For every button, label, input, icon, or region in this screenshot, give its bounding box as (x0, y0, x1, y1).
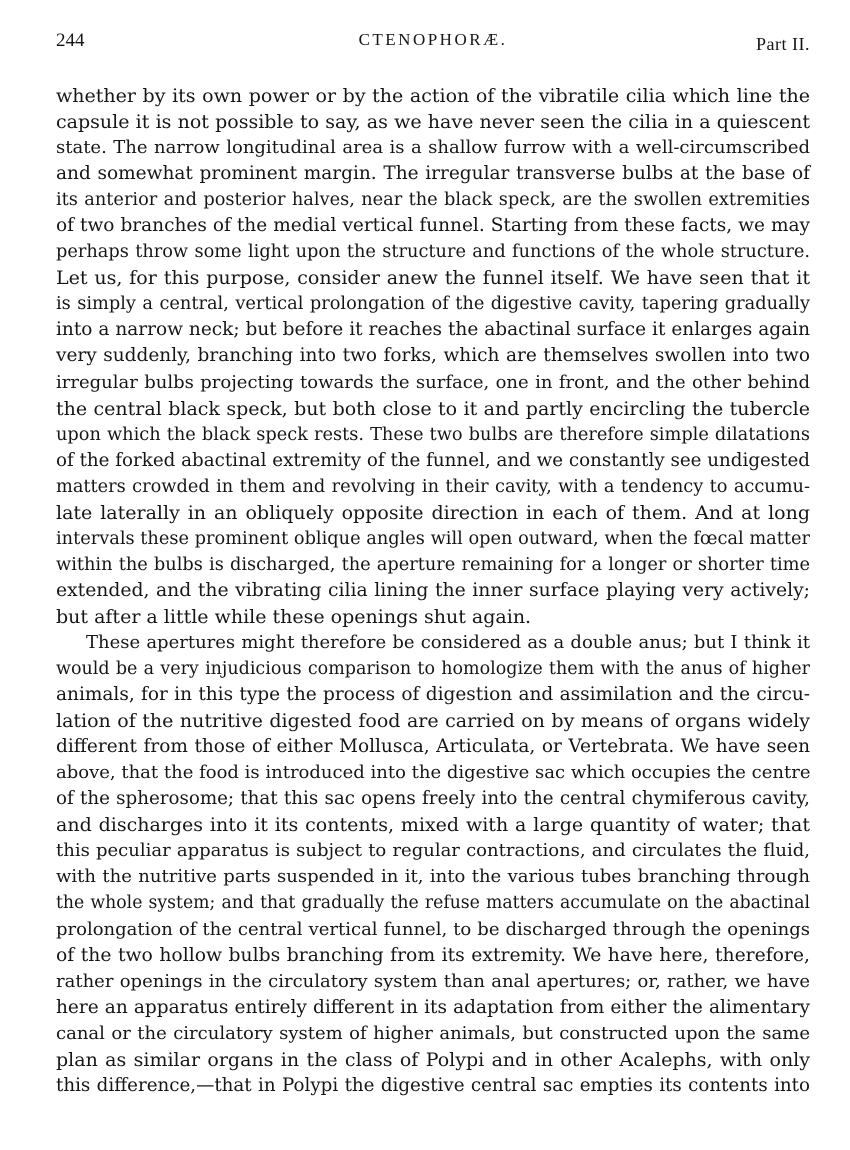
text-line: and somewhat prominent margin. The irregular transverse bulbs at the base of (56, 163, 810, 185)
text-line: this peculiar apparatus is subject to regular contractions, and circulates the fluid, (56, 840, 810, 862)
text-line: state. The narrow longitudinal area is a shallow furrow with a well-circumscribed (56, 137, 810, 159)
text-line: different from those of either Mollusca, Articulata, or Vertebrata. We have seen (56, 736, 810, 758)
text-line: but after a little while these openings shut again. (56, 605, 532, 628)
text-line: of two branches of the medial vertical funnel. Starting from these facts, we may (56, 215, 810, 237)
text-line: Let us, for this purpose, consider anew the funnel itself. We have seen that it (56, 267, 810, 290)
text-line: very suddenly, branching into two forks, which are themselves swollen into two (56, 345, 810, 367)
text-line: animals, for in this type the process of digestion and assimilation and the circu- (56, 684, 810, 706)
text-line: the central black speck, but both close to it and partly encircling the tubercle (56, 397, 810, 420)
text-line: canal or the circulatory system of higher animals, but constructed upon the same (56, 1022, 810, 1044)
text-line: with the nutritive parts suspended in it, into the various tubes branching through (56, 866, 810, 888)
text-line: extended, and the vibrating cilia lining the inner surface playing very actively; (56, 579, 810, 601)
text-line: rather openings in the circulatory system than anal apertures; or, rather, we have (56, 970, 810, 992)
text-line: above, that the food is introduced into the digestive sac which occupies the centre (56, 762, 811, 784)
text-line: of the spherosome; that this sac opens freely into the central chymiferous cavity, (56, 788, 810, 810)
text-line: matters crowded in them and revolving in their cavity, with a tendency to accumu- (56, 476, 810, 497)
text-line: whether by its own power or by the action of the vibratile cilia which line the (56, 85, 810, 107)
text-line: into a narrow neck; but before it reaches the abactinal surface it enlarges again (56, 319, 810, 341)
text-line: upon which the black speck rests. These two bulbs are therefore simple dilatations (56, 424, 810, 445)
text-line: its anterior and posterior halves, near the black speck, are the swollen extremities (56, 190, 810, 211)
running-title: CTENOPHORÆ. (358, 30, 508, 49)
text-line: irregular bulbs projecting towards the surface, one in front, and the other behind (56, 371, 810, 393)
text-line: within the bulbs is discharged, the aperture remaining for a longer or shorter time (56, 554, 810, 575)
text-line: is simply a central, vertical prolongation of the digestive cavity, tapering gradually (56, 294, 810, 315)
text-line: late laterally in an obliquely opposite direction in each of them. And at long (56, 501, 810, 524)
text-line: of the forked abactinal extremity of the funnel, and we constantly see undigested (56, 449, 810, 471)
text-line: this difference,—that in Polypi the digestive central sac empties its contents into (56, 1074, 810, 1096)
text-line: These apertures might therefore be considered as a double anus; but I think it (86, 631, 810, 653)
text-line: of the two hollow bulbs branching from its extremity. We have here, therefore, (56, 944, 810, 966)
text-line: would be a very injudicious comparison to homologize them with the anus of higher (56, 659, 810, 680)
text-line: perhaps throw some light upon the structure and functions of the whole structure. (56, 242, 810, 263)
text-line: capsule it is not possible to say, as we have never seen the cilia in a quiescent (56, 111, 810, 134)
text-line: the whole system; and that gradually the refuse matters accumulate on the abactinal (56, 893, 810, 914)
text-line: intervals these prominent oblique angles will open outward, when the fœcal matter (56, 528, 810, 549)
text-line: here an apparatus entirely different in its adaptation from either the alimentary (56, 996, 810, 1018)
text-line: and discharges into it its contents, mixed with a large quantity of water; that (56, 814, 810, 837)
text-line: prolongation of the central vertical funnel, to be discharged through the openings (56, 918, 810, 940)
page-number: 244 (56, 30, 85, 51)
running-header (56, 30, 810, 64)
part-label: Part II. (756, 34, 810, 54)
body-text (56, 83, 810, 1099)
text-line: plan as similar organs in the class of Polypi and in other Acalephs, with only (56, 1048, 810, 1071)
text-line: lation of the nutritive digested food are carried on by means of organs widely (56, 710, 810, 733)
